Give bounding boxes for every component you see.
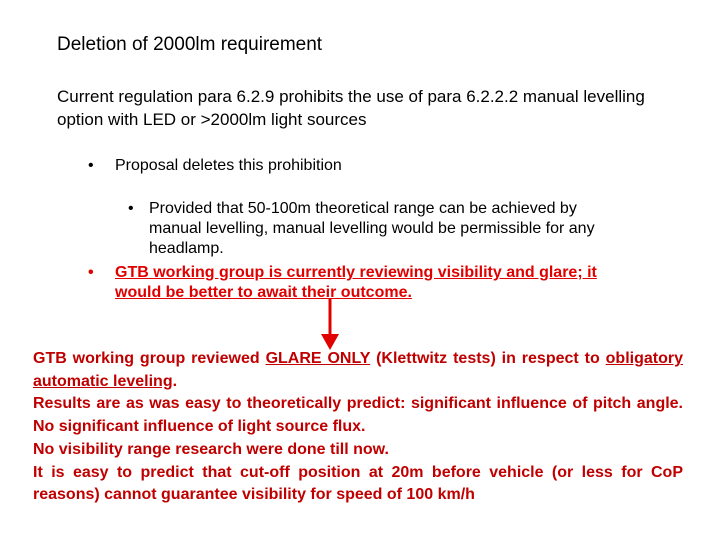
- conclusion-line-4: It is easy to predict that cut-off position at 20m before vehicle (or less for CoP reasons) cannot guarantee visibility for speed of 100 km/h: [33, 463, 683, 504]
- conclusion-text: (Klettwitz tests) in respect to: [370, 350, 606, 367]
- conclusion-line-3: No visibility range research were done till now.: [33, 440, 389, 458]
- bullet-gtb-review: [88, 263, 608, 303]
- slide-title: Deletion of 2000lm requirement: [57, 34, 323, 55]
- bullet-text: GTB working group is currently reviewing visibility and glare; it would be better to await their outcome.: [115, 264, 597, 301]
- conclusion-block: [33, 348, 683, 507]
- conclusion-line-2: Results are as was easy to theoretically predict: significant influence of pitch angle. No significant influence of light source flux.: [33, 395, 683, 436]
- bullet-text: Proposal deletes this prohibition: [115, 157, 342, 174]
- bullet-dot: •: [88, 157, 94, 174]
- obligatory-leveling-text: obligatory automatic leveling: [33, 350, 683, 390]
- bullet-text: Provided that 50-100m theoretical range can be achieved by manual levelling, manual levelling would be permissible for any headlamp.: [149, 200, 595, 257]
- bullet-dot: •: [128, 200, 134, 217]
- conclusion-text: GTB working group reviewed: [33, 350, 266, 367]
- down-arrow-icon: [318, 298, 342, 350]
- conclusion-line-1: [33, 348, 683, 393]
- intro-paragraph: Current regulation para 6.2.9 prohibits the use of para 6.2.2.2 manual levelling option with LED or >2000lm light sources: [57, 87, 645, 129]
- glare-only-text: GLARE ONLY: [265, 350, 371, 367]
- conclusion-text: .: [172, 372, 178, 390]
- sub-bullet-provided: [128, 199, 628, 259]
- bullet-dot: •: [88, 264, 94, 281]
- bullet-proposal: [88, 156, 608, 176]
